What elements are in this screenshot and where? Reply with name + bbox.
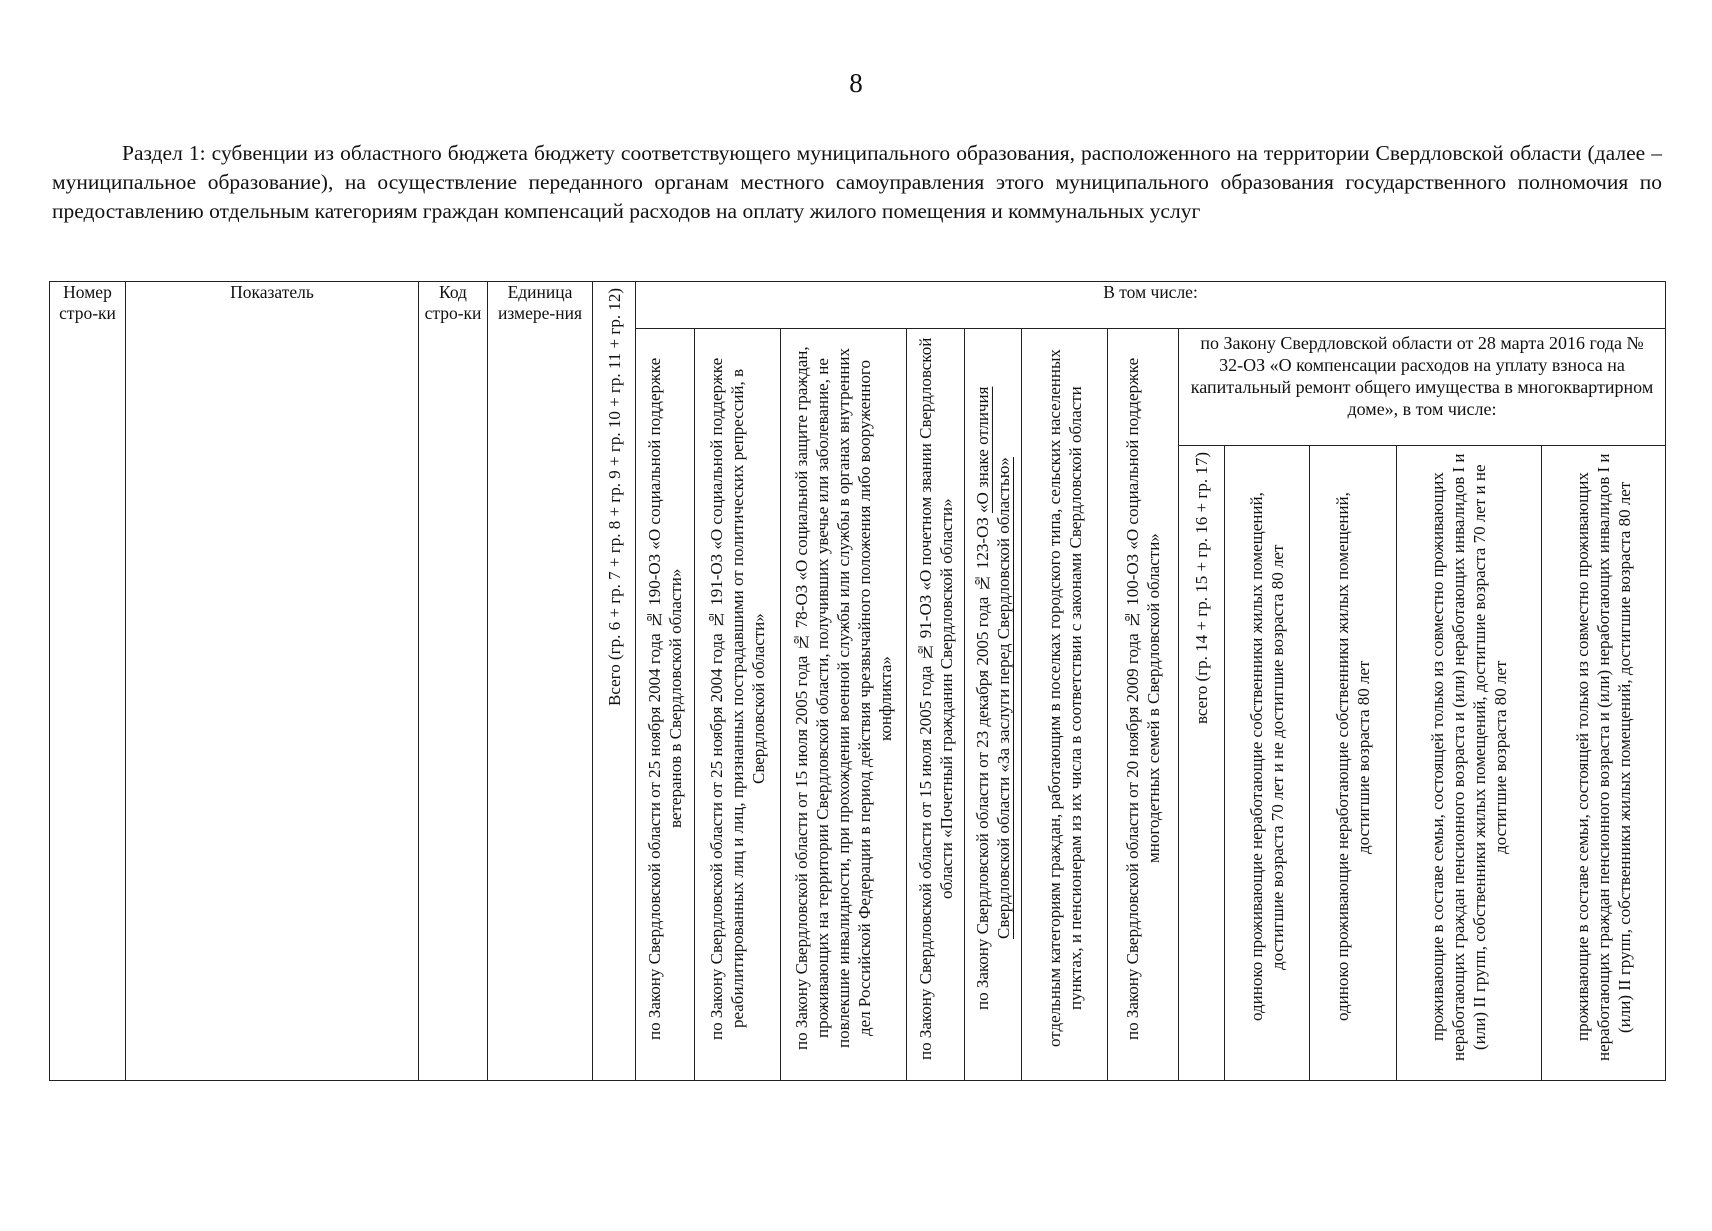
col-family-80-header [1542, 446, 1666, 1081]
col-100-header [1108, 329, 1179, 1081]
col-row-number-header: Номер стро-ки [50, 282, 126, 1081]
col-91-header [907, 329, 965, 1081]
table-header [49, 281, 1666, 1081]
col-rural-header [1022, 329, 1108, 1081]
col-190-header [636, 329, 695, 1081]
col-91-text: по Закону Свердловской области от 15 июля 2005 года № 91-ОЗ «О почетном звании Свердловской области «Почетный гражданин Свердловской области» [915, 337, 956, 1060]
col-alone-70-text: одиноко проживающие неработающие собственники жилых помещений, достигшие возраста 70 лет и не достигшие возраста 80 лет [1247, 492, 1287, 1022]
col-unit-header: Единица измере-ния [488, 282, 593, 1081]
section-title: Раздел 1: субвенции из областного бюджета бюджету соответствующего муниципального образования, расположенного на территории Свердловской области (далее – муниципальное образование), на осуществление переданного органам местного самоуправления этого муниципального образования государственного полномочия по предоставлению отдельным категориям граждан компенсаций расходов на оплату жилого помещения и коммунальных услуг [52, 141, 1662, 223]
col-191-text: по Закону Свердловской области от 25 ноября 2004 года № 191-ОЗ «О социальной поддержке реабилитированных лиц и лиц, признанных пострадавшими от политических репрессий, в Свердловской области» [707, 357, 768, 1040]
col-alone-70-header [1225, 446, 1310, 1081]
col-total-header [593, 282, 636, 1081]
col-alone-80-text: одиноко проживающие неработающие собственники жилых помещений, достигшие возраста 80 лет [1333, 492, 1373, 1022]
col-family-70-header [1397, 446, 1542, 1081]
col-190-text: по Закону Свердловской области от 25 ноября 2004 года № 190-ОЗ «О социальной поддержке ветеранов в Свердловской области» [645, 357, 685, 1040]
col-123-header [965, 329, 1022, 1081]
col-family-70-text: проживающие в составе семьи, состоящей только из совместно проживающих неработающих граждан пенсионного возраста и (или) неработающих инвалидов I и (или) II групп, собственники жилых помещений, достигшие возраста 70 лет и не достигшие возраста 80 лет [1428, 453, 1510, 1061]
col-191-header [695, 329, 781, 1081]
col-100-text: по Закону Свердловской области от 20 ноября 2009 года № 100-ОЗ «О социальной поддержке многодетных семей в Свердловской области» [1123, 357, 1163, 1040]
col-78-header [781, 329, 907, 1081]
col-indicator-header: Показатель [126, 282, 419, 1081]
col-rural-text: отдельным категориям граждан, работающим в поселках городского типа, сельских населенных пунктах, и пенсионерам из их числа в соответствии с законами Свердловской области [1044, 349, 1085, 1048]
col-123-text [972, 329, 1014, 1080]
col-code-header: Код стро-ки [419, 282, 488, 1081]
col-total-32-header [1179, 446, 1225, 1081]
page-number: 8 [849, 68, 863, 98]
col-total-text: Всего (гр. 6 + гр. 7 + гр. 8 + гр. 9 + гр. 10 + гр. 11 + гр. 12) [604, 288, 624, 706]
col-123-text-part2: «О знаке отличия Свердловской области «За заслуги перед Свердловской областью» [973, 386, 1013, 940]
group-32-header: по Закону Свердловской области от 28 марта 2016 года № 32-ОЗ «О компенсации расходов на уплату взноса на капитальный ремонт общего имущества в многоквартирном доме», в том числе: [1179, 329, 1666, 446]
col-family-80-text: проживающие в составе семьи, состоящей только из совместно проживающих неработающих граждан пенсионного возраста и (или) неработающих инвалидов I и (или) II групп, собственники жилых помещений, достигшие возраста 80 лет [1573, 453, 1634, 1061]
col-total-32-text: всего (гр. 14 + гр. 15 + гр. 16 + гр. 17) [1192, 452, 1211, 724]
including-header: В том числе: [636, 282, 1666, 329]
col-123-text-part1: по Закону Свердловской области от 23 декабря 2005 года № 123-ОЗ [973, 517, 992, 1011]
col-78-text: по Закону Свердловской области от 15 июля 2005 года № 78-ОЗ «О социальной защите граждан, проживающих на территории Свердловской области, получивших увечье или заболевание, не повлекшие инвалидности, при прохождении военной службы или службы в органах внутренних дел Российской Федерации в период действия чрезвычайного положения либо вооруженного конфликта» [792, 346, 895, 1051]
col-alone-80-header [1310, 446, 1397, 1081]
